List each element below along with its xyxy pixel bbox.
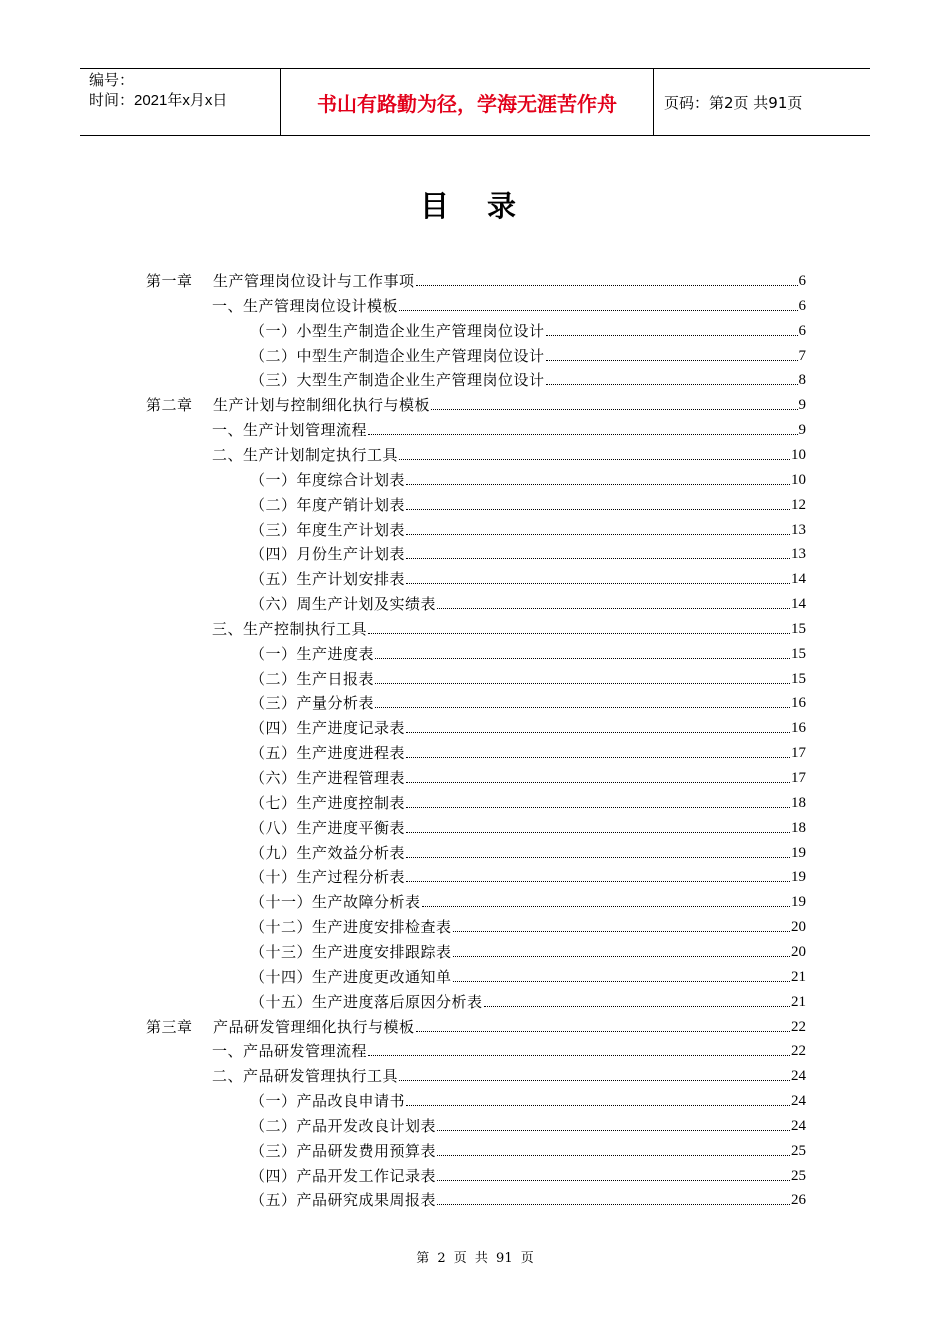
toc-page-number: 22 [791,1043,806,1060]
toc-entry-label: 二、生产计划制定执行工具 [212,445,399,464]
toc-entry-label: （二）生产日报表 [250,669,375,688]
dot-leader [406,1104,790,1106]
date-label: 时间：2021年x月x日 [89,92,228,109]
toc-entry[interactable] [250,540,806,564]
toc-page-number: 24 [791,1117,806,1134]
toc-entry-label: （九）生产效益分析表 [250,843,406,862]
toc-page-number: 20 [791,943,806,960]
toc-entry[interactable] [250,1087,806,1111]
dot-leader [368,632,790,634]
dot-leader [399,1079,790,1081]
toc-entry-title [212,296,398,316]
chapter-number: 第三章 [146,1017,193,1036]
toc-entry[interactable] [250,988,806,1012]
toc-entry-title [212,1041,367,1061]
toc-entry-title [250,942,452,962]
page-header [80,68,870,136]
dot-leader [406,880,790,882]
toc-page-number: 6 [798,322,806,339]
toc-entry-label: 二、产品研发管理执行工具 [212,1067,399,1086]
toc-entry-label: （一）小型生产制造企业生产管理岗位设计 [250,321,545,340]
toc-entry[interactable] [146,267,806,291]
dot-leader [546,334,798,336]
toc-page-number: 13 [791,546,806,563]
dot-leader [406,533,790,535]
toc-entry[interactable] [212,1037,806,1061]
toc-entry-label: （五）生产计划安排表 [250,570,406,589]
toc-entry[interactable] [250,963,806,987]
toc-entry-title [250,693,374,713]
toc-page-number: 25 [791,1142,806,1159]
toc-entry-title [250,1190,436,1210]
toc-entry[interactable] [146,391,806,415]
toc-page-number: 6 [798,273,806,289]
toc-entry-label: （五）生产进度进程表 [250,744,406,763]
dot-leader [406,806,790,808]
toc-entry[interactable] [146,1013,806,1037]
dot-leader [406,856,790,858]
toc-entry-title [250,520,405,540]
toc-entry-label: 生产计划与控制细化执行与模板 [213,396,431,415]
page-info: 页码：第2页 共91页 [664,93,803,112]
toc-entry[interactable] [250,888,806,912]
toc-entry-label: 一、生产管理岗位设计模板 [212,296,399,315]
toc-page-number: 14 [791,571,806,588]
toc-page-number: 15 [791,645,806,662]
toc-entry[interactable] [212,615,806,639]
toc-entry-title [212,1066,398,1086]
toc-entry[interactable] [250,1137,806,1161]
dot-leader [368,1054,790,1056]
dot-leader [406,483,790,485]
toc-entry-title [250,669,374,689]
toc-entry-title [146,1017,415,1037]
toc-entry-label: 三、生产控制执行工具 [212,619,368,638]
dot-leader [484,1005,790,1007]
toc-entry-title [250,1166,436,1186]
toc-entry-title [212,445,398,465]
toc-entry-label: （二）年度产销计划表 [250,495,406,514]
toc-entry-title [250,867,405,887]
toc-entry-label: 产品研发管理细化执行与模板 [213,1017,415,1036]
toc-entry-label: （四）月份生产计划表 [250,545,406,564]
toc-page-number: 18 [791,819,806,836]
toc-entry[interactable] [250,913,806,937]
dot-leader [453,955,790,957]
toc-entry[interactable] [250,814,806,838]
toc-entry[interactable] [212,292,806,316]
toc-page-number: 8 [798,372,806,389]
toc-entry[interactable] [250,863,806,887]
toc-entry-title [250,818,405,838]
toc-entry-title [250,470,405,490]
toc-entry[interactable] [212,416,806,440]
toc-page-number: 25 [791,1167,806,1184]
toc-entry-title [250,1116,436,1136]
dot-leader [375,657,790,659]
toc-page-number: 19 [791,844,806,861]
toc-entry-title [146,395,430,415]
toc-entry-label: （十一）生产故障分析表 [250,893,421,912]
toc-entry-title [250,992,483,1012]
toc-entry-title [250,843,405,863]
toc-page-number: 17 [791,770,806,786]
dot-leader [399,309,797,311]
toc-page-number: 26 [791,1192,806,1209]
toc-entry-label: 一、产品研发管理流程 [212,1042,368,1061]
dot-leader [416,284,798,286]
toc-entry-label: （一）生产进度表 [250,644,375,663]
toc-entry-label: （一）年度综合计划表 [250,470,406,489]
toc-entry[interactable] [250,491,806,515]
toc-entry[interactable] [250,938,806,962]
toc-entry[interactable] [250,565,806,589]
toc-page-number: 14 [791,596,806,613]
toc-page-number: 15 [791,670,806,687]
toc-page-number: 17 [791,745,806,762]
toc-page-number: 12 [791,496,806,513]
dot-leader [406,831,790,833]
dot-leader [406,731,790,733]
toc-entry[interactable] [250,342,806,366]
toc-entry-label: （三）年度生产计划表 [250,520,406,539]
number-label: 编号： [89,72,135,89]
chapter-number: 第一章 [146,272,193,290]
toc-entry[interactable] [250,1162,806,1186]
toc-entry-label: 生产管理岗位设计与工作事项 [213,272,415,290]
toc-entry-label: （十二）生产进度安排检查表 [250,918,452,937]
toc-entry[interactable] [250,516,806,540]
dot-leader [406,781,790,783]
page-title: 目 录 [419,189,531,223]
toc-page-number: 18 [791,794,806,811]
dot-leader [368,433,797,435]
toc-entry[interactable] [212,441,806,465]
toc-page-number: 22 [791,1018,806,1035]
toc-entry-label: （四）产品开发工作记录表 [250,1166,437,1185]
toc-page-number: 19 [791,894,806,911]
toc-entry-label: （三）大型生产制造企业生产管理岗位设计 [250,371,545,390]
toc-page-number: 19 [791,869,806,886]
dot-leader [375,706,790,708]
toc-entry-label: （十三）生产进度安排跟踪表 [250,942,452,961]
toc-page-number: 7 [798,347,806,364]
dot-leader [437,1129,790,1131]
toc-page-number: 16 [791,720,806,737]
toc-page-number: 13 [791,521,806,538]
toc-entry-label: （十）生产过程分析表 [250,868,406,887]
toc-page-number: 10 [791,446,806,463]
toc-entry-label: （四）生产进度记录表 [250,719,406,738]
chapter-number: 第二章 [146,396,193,415]
dot-leader [437,1203,790,1205]
toc-entry[interactable] [250,764,806,788]
toc-entry-title [212,619,367,639]
toc-entry-label: （三）产品研发费用预算表 [250,1141,437,1160]
dot-leader [431,408,797,410]
dot-leader [437,607,790,609]
dot-leader [453,980,790,982]
toc-entry-title [250,718,405,738]
toc-entry-title [250,1091,405,1111]
toc-page-number: 24 [791,1068,806,1085]
toc-page-number: 6 [798,297,806,314]
toc-entry[interactable] [250,1186,806,1210]
toc-entry-title [250,321,545,341]
toc-page-number: 20 [791,919,806,936]
toc-entry-label: （七）生产进度控制表 [250,793,406,812]
toc-entry-title [250,1141,436,1161]
toc-entry[interactable] [250,366,806,390]
toc-entry-label: （六）周生产计划及实绩表 [250,595,437,614]
toc-entry-title [250,495,405,515]
toc-entry[interactable] [250,317,806,341]
toc-entry-title [250,892,421,912]
header-meta [80,69,281,135]
toc-entry-label: 一、生产计划管理流程 [212,421,368,440]
toc-entry-title [146,271,415,291]
toc-entry-title [250,370,545,390]
toc-entry[interactable] [250,689,806,713]
toc-entry[interactable] [212,1062,806,1086]
toc-entry-title [250,967,452,987]
toc-page-number: 9 [798,422,806,439]
dot-leader [406,582,790,584]
toc-entry-title [250,793,405,813]
dot-leader [453,930,790,932]
motto: 书山有路勤为径，学海无涯苦作舟 [281,69,654,135]
toc-page-number: 15 [791,620,806,637]
toc-entry-label: （十五）生产进度落后原因分析表 [250,992,483,1011]
toc-entry-label: （八）生产进度平衡表 [250,818,406,837]
dot-leader [416,1030,790,1032]
toc-page-number: 21 [791,968,806,985]
toc-entry-title [212,420,367,440]
toc-entry[interactable] [250,714,806,738]
toc-entry-label: （五）产品研究成果周报表 [250,1191,437,1210]
dot-leader [406,557,790,559]
dot-leader [437,1179,790,1181]
toc-page-number: 9 [798,397,806,414]
toc-entry[interactable] [250,640,806,664]
toc-entry-label: （二）中型生产制造企业生产管理岗位设计 [250,346,545,365]
toc-entry-title [250,346,545,366]
toc-entry[interactable] [250,1112,806,1136]
toc-entry[interactable] [250,590,806,614]
page-footer: 第 2 页 共 91 页 [416,1251,534,1266]
toc-entry[interactable] [250,789,806,813]
dot-leader [406,756,790,758]
toc-entry-title [250,544,405,564]
toc-entry-label: （一）产品改良申请书 [250,1092,406,1111]
toc-page-number: 10 [791,471,806,488]
dot-leader [546,359,798,361]
toc-entry[interactable] [250,665,806,689]
toc-entry[interactable] [250,466,806,490]
dot-leader [375,682,790,684]
dot-leader [437,1154,790,1156]
toc-entry-label: （六）生产进程管理表 [250,769,406,787]
toc-entry[interactable] [250,839,806,863]
toc-entry-title [250,594,436,614]
toc-page-number: 16 [791,695,806,712]
toc-entry-title [250,768,405,788]
toc-entry-title [250,644,374,664]
toc-page-number: 24 [791,1093,806,1110]
toc-entry-label: （十四）生产进度更改通知单 [250,967,452,986]
dot-leader [422,905,790,907]
toc-entry-title [250,743,405,763]
toc-entry[interactable] [250,739,806,763]
toc-entry-label: （三）产量分析表 [250,694,375,713]
toc-entry-label: （二）产品开发改良计划表 [250,1116,437,1135]
toc-entry-title [250,569,405,589]
dot-leader [406,508,790,510]
toc-entry-title [250,917,452,937]
dot-leader [546,383,798,385]
dot-leader [399,458,790,460]
toc-page-number: 21 [791,993,806,1010]
